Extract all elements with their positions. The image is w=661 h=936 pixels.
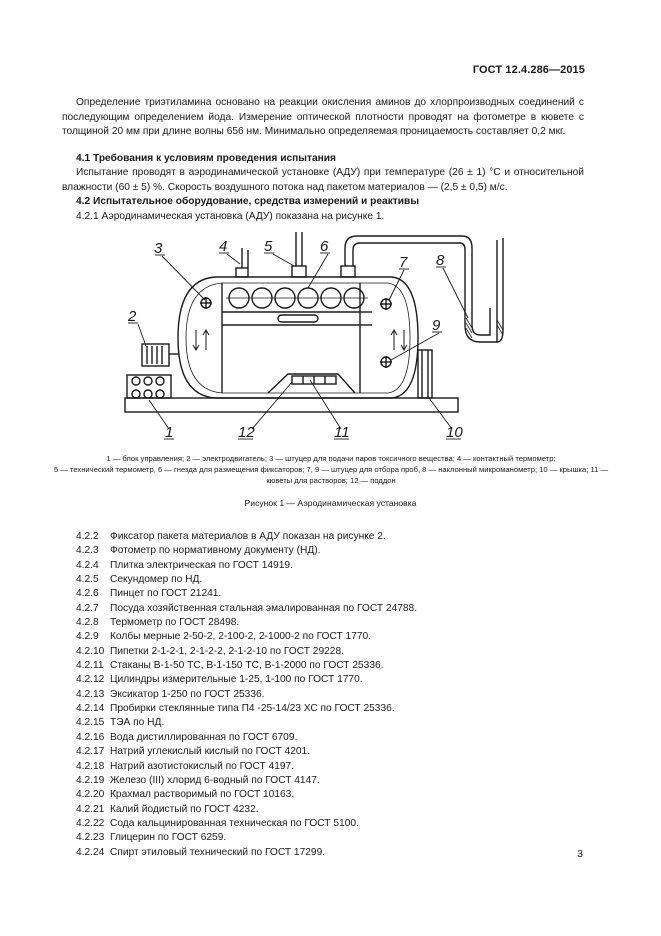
section-4-1-text: Испытание проводят в аэродинамической установке (АДУ) при температуре (26 ± 1) °С и относительной влажности (60 ± 5) %. Скорость воздушного потока над пакетом материалов — (2,5 ± 0,5) м/с. (62, 167, 584, 193)
list-item-text: Пробирки стеклянные типа П4 -25-14/23 ХС по ГОСТ 25336. (110, 703, 395, 715)
fig-label-6: 6 (320, 238, 329, 255)
fig-label-8: 8 (436, 252, 445, 269)
list-item-text: Калий йодистый по ГОСТ 4232. (110, 803, 259, 815)
list-item-text: Фиксатор пакета материалов в АДУ показан на рисунке 2. (110, 531, 386, 542)
fig-label-4: 4 (219, 238, 228, 255)
list-item (76, 803, 417, 817)
list-item (76, 544, 417, 558)
fig-label-11: 11 (334, 424, 350, 441)
list-item-number: 4.2.8 (76, 617, 99, 629)
item-4-2-1: 4.2.1 Аэродинамическая установка (АДУ) показана на рисунке 1. (76, 211, 385, 222)
list-item-number: 4.2.24 (76, 846, 105, 858)
list-item-number: 4.2.10 (76, 645, 105, 657)
list-item-number: 4.2.7 (76, 602, 99, 614)
list-item (76, 846, 417, 860)
list-item (76, 616, 417, 630)
list-item-number: 4.2.19 (76, 774, 105, 786)
list-item (76, 702, 417, 716)
list-item-number: 4.2.20 (76, 789, 105, 801)
section-4-2-heading: 4.2 Испытательное оборудование, средства измерений и реактивы (76, 196, 420, 207)
figure-legend (46, 453, 616, 486)
intro-text: Определение триэтиламина основано на реакции окисления аминов до хлорпроизводных соединений с последующим определением йода. Измерение оптической плотности проводят на фотометре в кювете с толщиной 20 мм при длине волны 656 нм. Минимально определяемая проницаемость составляет 0,2 мкг. (62, 97, 584, 137)
list-item (76, 673, 417, 687)
intro-paragraph (62, 96, 584, 140)
list-item-number: 4.2.22 (76, 817, 105, 829)
fig-label-2: 2 (128, 308, 137, 325)
list-item-text: ТЭА по НД. (110, 717, 165, 729)
list-item-text: Натрий азотистокислый по ГОСТ 4197. (110, 760, 295, 772)
legend-line-1: 1 — блок управления; 2 — электродвигатель; 3 — штуцер для подачи паров токсичного вещества; 4 — контактный термометр; (106, 454, 556, 463)
fig-label-7: 7 (399, 254, 408, 271)
list-item-number: 4.2.2 (76, 531, 99, 542)
list-item-text: Пинцет по ГОСТ 21241. (110, 588, 222, 600)
list-item (76, 530, 417, 544)
fig-label-12: 12 (238, 424, 255, 441)
figure-caption: Рисунок 1 — Аэродинамическая установка (244, 498, 417, 508)
fig-label-10: 10 (446, 424, 463, 441)
list-item-text: Цилиндры измерительные 1-25, 1-100 по ГОСТ 1770. (110, 674, 363, 686)
list-item (76, 788, 417, 802)
electric-motor (142, 344, 169, 366)
list-item-number: 4.2.21 (76, 803, 105, 815)
list-item (76, 774, 417, 788)
list-item-text: Колбы мерные 2-50-2, 2-100-2, 2-1000-2 по ГОСТ 1770. (110, 631, 372, 643)
list-item (76, 573, 417, 587)
figure-aerodynamic-installation (0, 222, 661, 447)
list-item (76, 688, 417, 702)
list-item (76, 630, 417, 644)
list-item-number: 4.2.4 (76, 559, 99, 571)
list-item-text: Секундомер по НД. (110, 574, 203, 586)
list-item-text: Посуда хозяйственная стальная эмалированная по ГОСТ 24788. (110, 602, 418, 614)
fig-label-9: 9 (432, 317, 441, 334)
list-item-number: 4.2.18 (76, 760, 105, 772)
lid (418, 350, 432, 398)
list-item-text: Глицерин по ГОСТ 6259. (110, 832, 227, 844)
list-item (76, 659, 417, 673)
page-number: 3 (577, 848, 583, 860)
list-item (76, 831, 417, 845)
list-item-number: 4.2.3 (76, 545, 99, 557)
fig-label-5: 5 (264, 238, 273, 255)
list-item (76, 602, 417, 616)
list-item-number: 4.2.11 (76, 660, 104, 672)
list-item-number: 4.2.13 (76, 688, 105, 700)
list-item-number: 4.2.6 (76, 588, 99, 600)
list-item (76, 587, 417, 601)
document-code: ГОСТ 12.4.286—2015 (472, 64, 585, 76)
list-item-text: Термометр по ГОСТ 28498. (110, 617, 240, 629)
list-item (76, 559, 417, 573)
list-item-text: Натрий углекислый кислый по ГОСТ 4201. (110, 746, 311, 758)
list-item-text: Спирт этиловый технический по ГОСТ 17299. (110, 846, 326, 858)
list-item-text: Эксикатор 1-250 по ГОСТ 25336. (110, 688, 265, 700)
list-item-text: Стаканы В-1-50 ТС, В-1-150 ТС, В-1-2000 по ГОСТ 25336. (110, 660, 384, 672)
equipment-list (76, 530, 417, 860)
section-4-1-paragraph (62, 166, 584, 195)
list-item-number: 4.2.17 (76, 746, 105, 758)
legend-line-2: 5 — технический термометр, 6 — гнезда для размещения фиксаторов; 7, 9 — штуцер для отбора проб, 8 — наклонный микроманометр; 10 — крышка; 11 — кюветы для растворов; 12 — поддон (53, 465, 609, 485)
fig-label-1: 1 (165, 424, 174, 441)
list-item-number: 4.2.12 (76, 674, 105, 686)
list-item-text: Крахмал растворимый по ГОСТ 10163. (110, 789, 295, 801)
list-item (76, 716, 417, 730)
list-item-number: 4.2.15 (76, 717, 105, 729)
list-item-text: Вода дистиллированная по ГОСТ 6709. (110, 731, 298, 743)
list-item-number: 4.2.9 (76, 631, 99, 643)
list-item-text: Пипетки 2-1-2-1, 2-1-2-2, 2-1-2-10 по ГОСТ 29228. (110, 645, 344, 657)
list-item-number: 4.2.23 (76, 832, 105, 844)
list-item-text: Фотометр по нормативному документу (НД). (110, 545, 321, 557)
list-item-number: 4.2.5 (76, 574, 99, 586)
list-item-text: Плитка электрическая по ГОСТ 14919. (110, 559, 293, 571)
list-item-text: Сода кальцинированная техническая по ГОСТ 5100. (110, 817, 359, 829)
list-item (76, 731, 417, 745)
list-item (76, 745, 417, 759)
list-item-number: 4.2.16 (76, 731, 105, 743)
list-item (76, 817, 417, 831)
fig-label-3: 3 (154, 240, 163, 257)
list-item-text: Железо (III) хлорид 6-водный по ГОСТ 4147. (110, 774, 320, 786)
section-4-1-heading: 4.1 Требования к условиям проведения испытания (76, 153, 336, 164)
base-platform (125, 398, 458, 412)
list-item-number: 4.2.14 (76, 703, 105, 715)
list-item (76, 645, 417, 659)
list-item (76, 760, 417, 774)
